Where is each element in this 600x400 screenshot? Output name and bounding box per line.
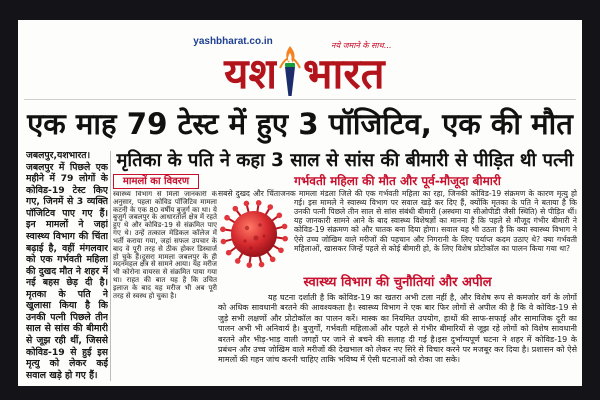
- virus-spike-tip: [277, 213, 283, 219]
- section-body-text: स्वास्थ्य विभाग से मिली जानकारी के अनुसार, पहला कोविड पॉजिटिव मामला कटनी के एक 80 वर्षीय बुजुर्ग का था। ये बुजुर्ग जबलपुर के आधारताल क्षेत्र में रहते हुए थे और कोविड-19 से संक्रमित पाए गए थे। उन्हें तत्काल मेडिकल कॉलेज में भर्ती कराया गया, जहां सफल उपचार के बाद वे पूरी तरह से ठीक होकर डिस्चार्ज हो चुके हैं।दूसरा मामला जबलपुर के ही मदनमहल क्षेत्र से सामने आया। यह मरीज भी कोरोना वायरस से संक्रमित पाया गया था। राहत की बात यह है कि उचित इलाज के बाद यह मरीज भी अब पूरी तरह से स्वस्थ हो चुका है।: [113, 191, 217, 300]
- section-heading-health-dept-appeal: स्वास्थ्य विभाग की चुनौतियां और अपील: [303, 275, 492, 290]
- section-body-text: यह घटना दर्शाती है कि कोविड-19 का खतरा अभी टला नहीं है, और विशेष रूप से कमजोर वर्ग के लोगों को अधिक सावधानी बरतने की आवश्यकता है। स्वास्थ्य विभाग ने एक बार फिर लोगों से अपील की है कि वे कोविड-19 से जुड़े सभी लक्षणों और प्रोटोकॉल का पालन करें। मास्क का नियमित उपयोग, हाथों की साफ-सफाई और सामाजिक दूरी का पालन अभी भी अनिवार्य है। बुजुर्गों, गर्भवती महिलाओं और पहले से गंभीर बीमारियों से जूझ रहे लोगों को विशेष सावधानी बरतने और भीड़-भाड़ वाली जगहों पर जाने से बचने की सलाह दी गई है।इस दुर्भाग्यपूर्ण घटना ने शहर में कोविड-19 के प्रबंधन और उच्च जोखिम वाले मरीजों की देखभाल को लेकर नए सिरे से विचार करने पर मजबूर कर दिया है। प्रशासन को ऐसे मामलों की गहन जांच करनी चाहिए ताकि भविष्य में ऐसी घटनाओं को रोका जा सके।: [218, 293, 577, 365]
- section-heading-case-details: मामलों का विवरण: [113, 174, 199, 189]
- dateline: जबलपुर,यशभारत।: [26, 150, 91, 161]
- coronavirus-image: [218, 198, 290, 270]
- section-heading-pregnant-woman-death: गर्भवती महिला की मौत और पूर्व-मौजूदा बीमारी: [294, 174, 501, 188]
- virus-spike-tip: [246, 262, 252, 268]
- logo-text-right: भारत: [303, 50, 385, 98]
- virus-spike-tip: [224, 215, 230, 221]
- masthead-tagline: नये जमाने के साथ...: [331, 41, 392, 50]
- virus-spike-tip: [267, 204, 273, 210]
- torch-icon: [279, 44, 301, 98]
- virus-spike-tip: [233, 206, 239, 212]
- masthead-logo: [203, 44, 403, 98]
- lead-column: [26, 150, 108, 382]
- masthead-divider: [24, 99, 576, 100]
- section-body-case-details: [113, 191, 217, 319]
- virus-spike-tip: [259, 262, 265, 268]
- virus-spike-tip: [282, 224, 288, 230]
- virus-spike-tip: [221, 239, 227, 245]
- section-body-health-dept-appeal: [218, 293, 577, 383]
- newspaper-clipping: [18, 20, 582, 386]
- headline: एक माह 79 टेस्ट में हुए 3 पॉजिटिव, एक की मौत: [27, 107, 573, 141]
- virus-spike-tip: [226, 250, 232, 256]
- virus-spike-tip: [220, 227, 226, 233]
- section-body-text: सबसे दुखद और चिंताजनक मामला मंडला जिले की एक गर्भवती महिला का रहा, जिनकी कोविड-19 संक्रमण के कारण मृत्यु हो गई। इस मामले ने स्वास्थ्य विभाग पर सवाल खड़े कर दिए हैं, क्योंकि मृतका के पति ने बताया है कि उनकी पत्नी पिछले तीन साल से सांस संबंधी बीमारी (अस्थमा या सीओपीडी जैसी स्थिति) से पीड़ित थीं। यह जानकारी सामने आने के बाद स्वास्थ्य विशेषज्ञों का मानना है कि पहले से मौजूद गंभीर बीमारी ने कोविड-19 संक्रमण को और घातक बना दिया होगा। सवाल यह भी उठता है कि क्या स्वास्थ्य विभाग ने ऐसे उच्च जोखिम वाले मरीजों की पहचान और निगरानी के लिए पर्याप्त कदम उठाए थे? क्या गर्भवती महिलाओं, खासकर जिन्हें पहले से कोई बीमारी हो, के लिए विशेष प्रोटोकॉल का पालन किया गया था?: [218, 189, 577, 253]
- column-divider: [110, 151, 111, 381]
- virus-spike-tip: [282, 236, 288, 242]
- section-body-pregnant-woman-death: [218, 189, 577, 273]
- virus-spike-tip: [278, 248, 284, 254]
- lead-text: जबलपुर में पिछले एक महीने में 79 लोगों के कोविड-19 टेस्ट किए गए, जिनमें से 3 व्यक्ति पॉजिटिव पाए गए हैं। इन मामलों ने जहां स्वास्थ्य विभाग की चिंता बढ़ाई है, वहीं मंगलवार को एक गर्भवती महिला की दुखद मौत ने शहर में नई बहस छेड़ दी है। मृतका के पति ने खुलासा किया है कि उनकी पत्नी पिछले तीन साल से सांस की बीमारी से जूझ रही थीं, जिससे कोविड-19 से हुई इस मृत्यु को लेकर कई सवाल खड़े हो गए हैं।: [26, 161, 108, 381]
- logo-text-left: यश: [224, 50, 277, 98]
- site-url: yashbharat.co.in: [193, 36, 273, 47]
- virus-spike-tip: [244, 201, 250, 207]
- virus-spike-tip: [256, 200, 262, 206]
- virus-spike-tip: [270, 257, 276, 263]
- virus-body: [231, 211, 277, 257]
- virus-spike-tip: [235, 258, 241, 264]
- subheadline: मृतिका के पति ने कहा 3 साल से सांस की बीमारी से पीड़ित थी पत्नी: [116, 150, 574, 171]
